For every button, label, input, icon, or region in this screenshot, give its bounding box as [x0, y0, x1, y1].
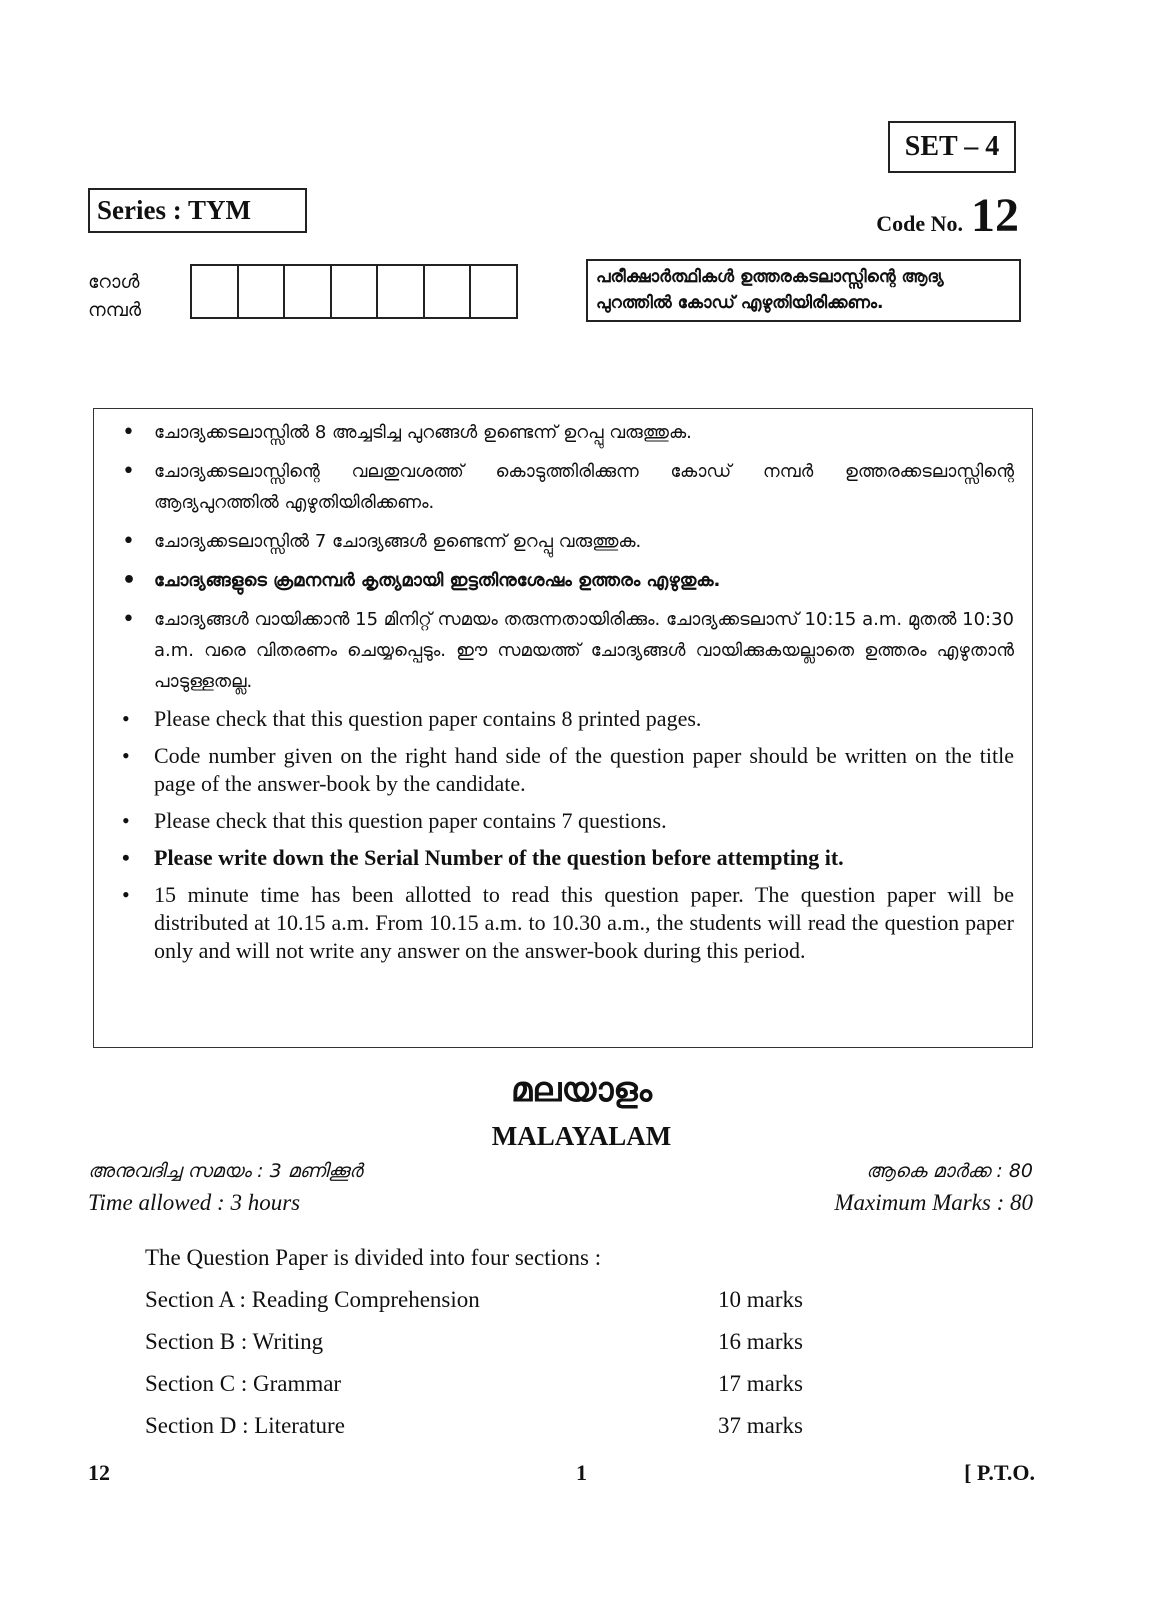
set-label: SET – 4 — [888, 121, 1016, 173]
bullet-icon: • — [122, 420, 135, 445]
roll-label-line1: റോൾ — [88, 271, 140, 293]
notice-line2: പുറത്തിൽ കോഡ് എഴുതിയിരിക്കണം. — [596, 293, 884, 313]
series-label: Series : TYM — [88, 188, 307, 233]
section-marks: 17 marks — [718, 1371, 803, 1396]
pto-label: [ P.T.O. — [964, 1460, 1035, 1485]
subject-title-english: MALAYALAM — [491, 1121, 672, 1151]
section-name: Section D : Literature — [145, 1413, 345, 1438]
instruction-item — [118, 742, 1014, 798]
roll-number-cell[interactable] — [192, 266, 239, 317]
subject-title-malayalam: മലയാളം — [511, 1070, 652, 1110]
bullet-icon: • — [122, 808, 130, 833]
instructions-box — [93, 408, 1033, 1048]
roll-number-label — [88, 268, 178, 324]
roll-number-cell[interactable] — [332, 266, 379, 317]
bullet-icon: • — [122, 706, 130, 731]
roll-number-boxes[interactable] — [190, 264, 518, 319]
time-allowed-english: Time allowed : 3 hours — [88, 1190, 301, 1215]
section-row — [145, 1413, 845, 1439]
max-marks-malayalam: ആകെ മാർക്ക : 80 — [866, 1160, 1033, 1182]
instruction-item — [118, 604, 1014, 697]
bullet-icon: • — [122, 882, 130, 907]
roll-label-line2: നമ്പർ — [88, 299, 142, 321]
instruction-text: ചോദ്യക്കടലാസ്സിൽ 8 അച്ചടിച്ച പുറങ്ങൾ ഉണ്ടെന്ന് ഉറപ്പു വരുത്തുക. — [154, 422, 692, 443]
roll-number-cell[interactable] — [425, 266, 472, 317]
code-label: Code No. — [876, 211, 963, 236]
instruction-item — [118, 565, 1014, 596]
instruction-text: ചോദ്യങ്ങൾ വായിക്കാൻ 15 മിനിറ്റ് സമയം തരുന്നതായിരിക്കും. ചോദ്യക്കടലാസ് 10:15 a.m. മുതൽ 10:30 a.m. വരെ വിതരണം ചെയ്യപ്പെടും. ഈ സമയത്ത് ചോദ്യങ്ങൾ വായിക്കുകയല്ലാതെ ഉത്തരം എഴുതാൻ പാടുള്ളതല്ല. — [154, 609, 1014, 692]
instruction-item — [118, 807, 1014, 835]
instruction-item — [118, 526, 1014, 557]
instruction-text: Please check that this question paper contains 7 questions. — [154, 808, 667, 833]
instruction-text: ചോദ്യക്കടലാസ്സിൽ 7 ചോദ്യങ്ങൾ ഉണ്ടെന്ന് ഉറപ്പു വരുത്തുക. — [154, 531, 642, 552]
section-row — [145, 1329, 845, 1355]
bullet-icon: • — [122, 529, 135, 554]
roll-number-cell[interactable] — [239, 266, 286, 317]
section-marks: 37 marks — [718, 1413, 803, 1438]
instruction-text: Code number given on the right hand side of the question paper should be written on the title page of the answer-book by the candidate. — [154, 743, 1014, 796]
section-row — [145, 1371, 845, 1397]
bullet-icon: • — [122, 568, 137, 593]
instruction-text: ചോദ്യക്കടലാസ്സിന്റെ വലതുവശത്ത് കൊടുത്തിരിക്കുന്ന കോഡ് നമ്പർ ഉത്തരക്കടലാസ്സിന്റെ ആദ്യപുറത്തിൽ എഴുതിയിരിക്കണം. — [154, 461, 1014, 513]
instruction-item — [118, 705, 1014, 733]
instruction-item — [118, 456, 1014, 518]
instructions-list — [118, 417, 1014, 965]
code-notice-box — [586, 259, 1021, 322]
section-marks: 10 marks — [718, 1287, 803, 1312]
roll-number-cell[interactable] — [285, 266, 332, 317]
sections-intro: The Question Paper is divided into four sections : — [145, 1245, 602, 1270]
section-name: Section C : Grammar — [145, 1371, 342, 1396]
instruction-text: Please write down the Serial Number of the question before attempting it. — [154, 845, 844, 870]
bullet-icon: • — [122, 743, 130, 768]
section-row — [145, 1287, 845, 1313]
instruction-item — [118, 417, 1014, 448]
code-number-block — [876, 188, 1019, 243]
page-number: 1 — [576, 1460, 587, 1485]
bullet-icon: • — [122, 845, 130, 870]
bullet-icon: • — [122, 607, 135, 632]
section-name: Section B : Writing — [145, 1329, 324, 1354]
footer-code: 12 — [88, 1460, 110, 1485]
roll-number-cell[interactable] — [471, 266, 516, 317]
bullet-icon: • — [122, 459, 135, 484]
instruction-text: ചോദ്യങ്ങളുടെ ക്രമനമ്പർ കൃത്യമായി ഇട്ടതിനുശേഷം ഉത്തരം എഴുതുക. — [154, 570, 721, 591]
max-marks-english: Maximum Marks : 80 — [834, 1190, 1033, 1215]
instruction-text: 15 minute time has been allotted to read this question paper. The question paper will be distributed at 10.15 a.m. From 10.15 a.m. to 10.30 a.m., the students will read the question paper only and will not write any answer on the answer-book during this period. — [154, 882, 1014, 963]
notice-line1: പരീക്ഷാർത്ഥികൾ ഉത്തരകടലാസ്സിന്റെ ആദ്യ — [596, 267, 944, 287]
roll-number-cell[interactable] — [378, 266, 425, 317]
section-marks: 16 marks — [718, 1329, 803, 1354]
section-name: Section A : Reading Comprehension — [145, 1287, 480, 1312]
code-number: 12 — [971, 189, 1019, 242]
instruction-text: Please check that this question paper contains 8 printed pages. — [154, 706, 702, 731]
instruction-item — [118, 844, 1014, 872]
time-allowed-malayalam: അനുവദിച്ച സമയം : 3 മണിക്കൂർ — [88, 1160, 363, 1182]
instruction-item — [118, 881, 1014, 965]
